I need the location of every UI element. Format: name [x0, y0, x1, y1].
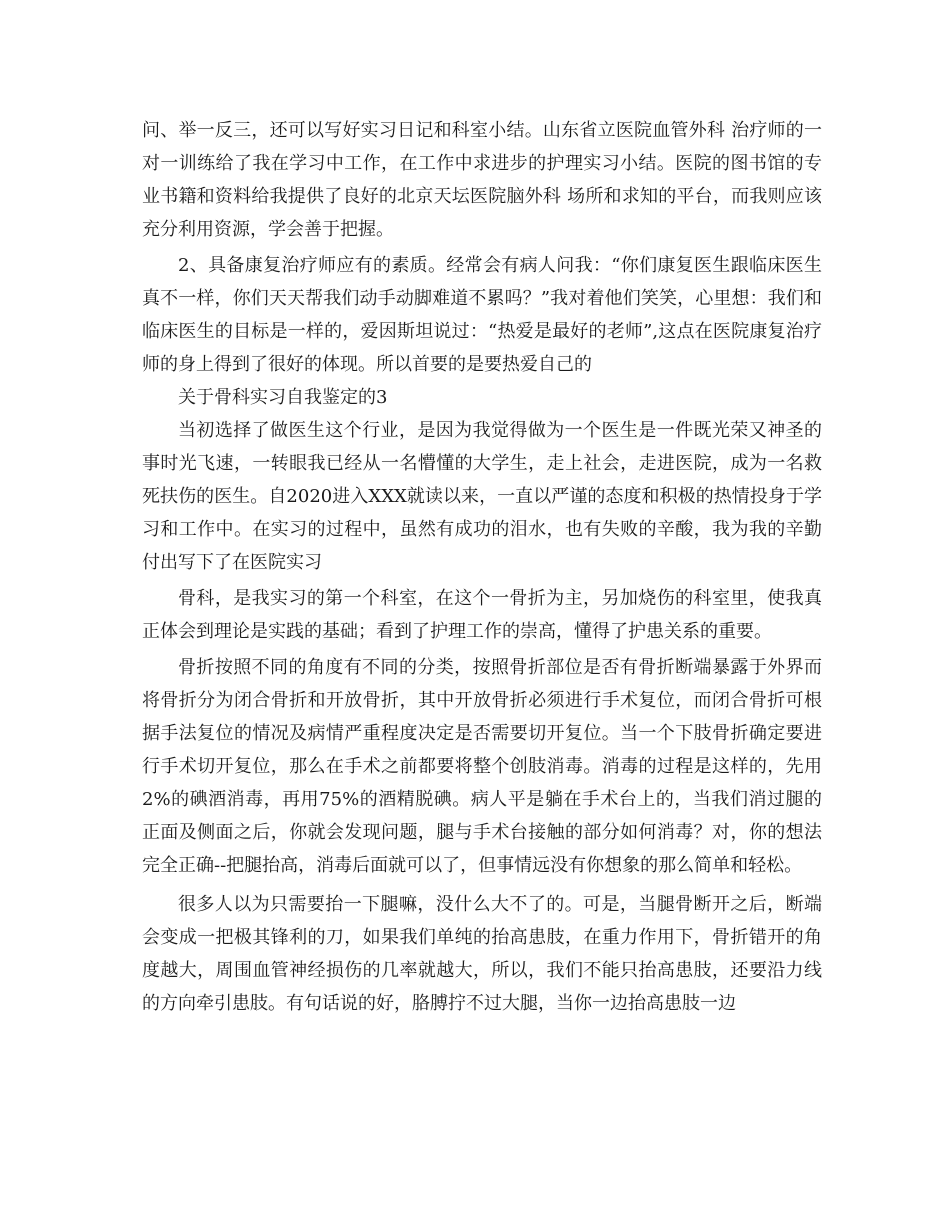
paragraph-lifting-limb: 很多人以为只需要抬一下腿嘛，没什么大不了的。可是，当腿骨断开之后，断端会变成一把极其锋利的刀，如果我们单纯的抬高患肢，在重力作用下，骨折错开的角度越大，周围血管神经损伤的几率就越大，所以，我们不能只抬高患肢，还要沿力线的方向牵引患肢。有句话说的好，胳膊拧不过大腿，当你一边抬高患肢一边	[142, 894, 822, 1014]
paragraph-rehab-qualities: 2、具备康复治疗师应有的素质。经常会有病人问我：“你们康复医生跟临床医生真不一样，你们天天帮我们动手动脚难道不累吗？”我对着他们笑笑，心里想：我们和临床医生的目标是一样的，爱因斯坦说过：“热爱是最好的老师”,这点在医院康复治疗师的身上得到了很好的体现。所以首要的是要热爱自己的	[142, 255, 822, 375]
section-heading: 关于骨科实习自我鉴定的3	[178, 387, 388, 408]
paragraph-intro: 当初选择了做医生这个行业，是因为我觉得做为一个医生是一件既光荣又神圣的事时光飞速，一转眼我已经从一名懵懂的大学生，走上社会，走进医院，成为一名救死扶伤的医生。自2020进入XXX就读以来，一直以严谨的态度和积极的热情投身于学习和工作中。在实习的过程中，虽然有成功的泪水，也有失败的辛酸，我为我的辛勤付出写下了在医院实习	[142, 420, 822, 573]
document-page	[142, 114, 822, 1020]
paragraph-fracture-classification: 骨折按照不同的角度有不同的分类，按照骨折部位是否有骨折断端暴露于外界而将骨折分为闭合骨折和开放骨折，其中开放骨折必须进行手术复位，而闭合骨折可根据手法复位的情况及病情严重程度决定是否需要切开复位。当一个下肢骨折确定要进行手术切开复位，那么在手术之前都要将整个创肢消毒。消毒的过程是这样的，先用2%的碘酒消毒，再用75%的酒精脱碘。病人平是躺在手术台上的，当我们消过腿的正面及侧面之后，你就会发现问题，腿与手术台接触的部分如何消毒？对，你的想法完全正确--把腿抬高，消毒后面就可以了，但事情远没有你想象的那么简单和轻松。	[142, 657, 822, 876]
paragraph-continuation: 问、举一反三，还可以写好实习日记和科室小结。山东省立医院血管外科 治疗师的一对一训练给了我在学习中工作，在工作中求进步的护理实习小结。医院的图书馆的专业书籍和资料给我提供了良好的北京天坛医院脑外科 场所和求知的平台，而我则应该充分利用资源，学会善于把握。	[142, 120, 822, 240]
paragraph-orthopedics: 骨科，是我实习的第一个科室，在这个一骨折为主，另加烧伤的科室里，使我真正体会到理论是实践的基础；看到了护理工作的崇高，懂得了护患关系的重要。	[142, 588, 822, 642]
